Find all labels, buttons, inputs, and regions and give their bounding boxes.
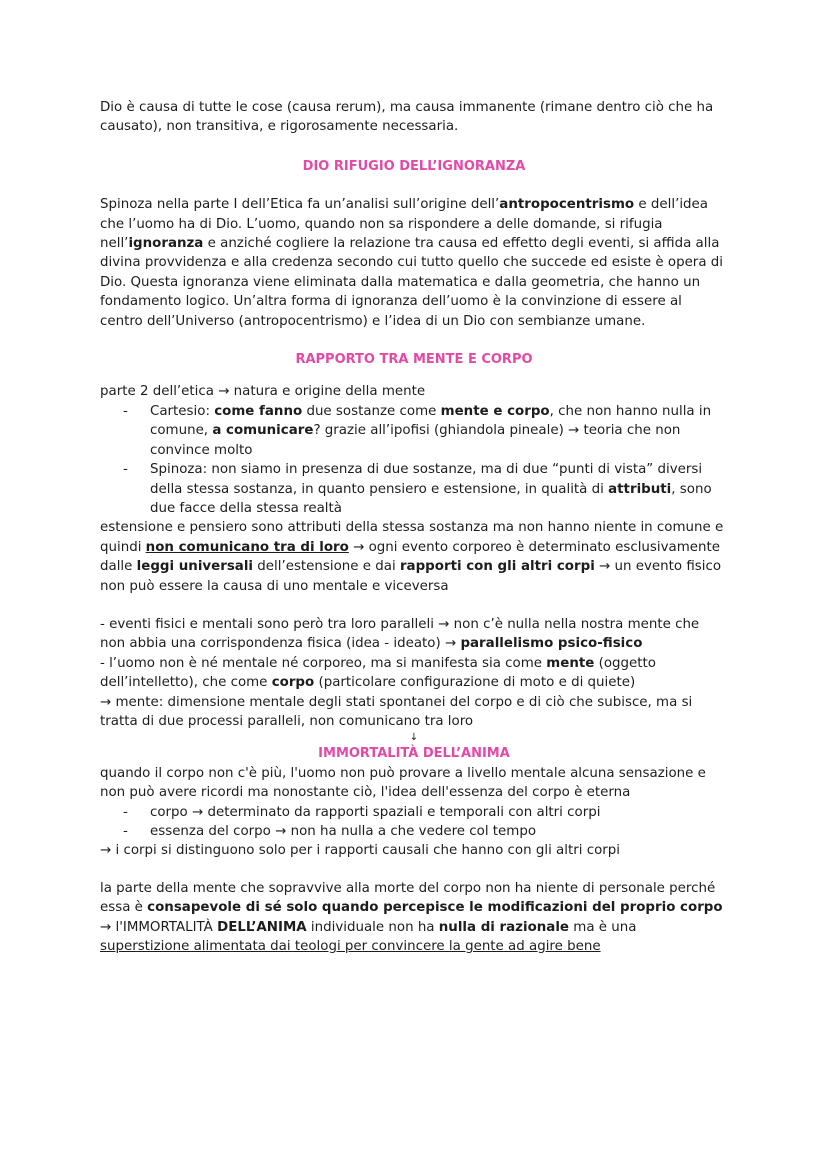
- bold-term: attributi: [608, 481, 672, 497]
- heading-immortalita-anima: IMMORTALITÀ DELL’ANIMA: [318, 746, 510, 762]
- text-run: → l'IMMORTALITÀ: [100, 919, 218, 935]
- text-run: Spinoza: non siamo in presenza di due sostanze, ma di due “punti di vista” diversi della stessa sostanza, in quanto pensiero e estensione, in qualità di: [150, 462, 703, 497]
- text-run: → un evento fisico non può essere la causa di uno mentale e viceversa: [100, 559, 722, 594]
- spacer: [100, 596, 728, 615]
- bold-term: DELL’ANIMA: [217, 919, 307, 935]
- bold-term: antropocentrismo: [499, 197, 635, 213]
- text-run: la parte della mente che sopravvive alla morte del corpo non ha niente di personale perché essa è: [100, 880, 716, 916]
- intro-paragraph: Dio è causa di tutte le cose (causa rerum), ma causa immanente (rimane dentro ciò che ha causato), non transitiva, e rigorosamente necessaria.: [100, 100, 714, 135]
- text-run: e anziché cogliere la relazione tra causa ed effetto degli eventi, si affida alla divina provvidenza e alla credenza secondo cui tutto quello che succede ed esiste è opera di Dio. Questa ignoranza viene eliminata dalla matematica e dalla geometria, che hanno un fondamento logico. Un’altra forma di ignoranza dell’uomo è la convinzione di essere al centro dell’Universo (antropocentrismo) e l’idea di un Dio con sembianze umane.: [100, 236, 723, 329]
- paragraph-ignoranza: [100, 195, 728, 331]
- paragraph-immortalita: [100, 918, 728, 957]
- bold-term: leggi universali: [136, 559, 254, 575]
- bold-term: a comunicare: [212, 423, 314, 439]
- bold-term: mente e corpo: [440, 403, 550, 419]
- text-run: (oggetto dell’intelletto), che come: [100, 655, 656, 691]
- underlined-term: superstizione alimentata dai teologi per convincere la gente ad agire bene: [100, 939, 601, 955]
- text-run: - eventi fisici e mentali sono però tra loro paralleli → non c’è nulla nella nostra mente che non abbia una corrispondenza fisica (idea - ideato) →: [100, 616, 700, 652]
- heading-rapporto-mente-corpo: RAPPORTO TRA MENTE E CORPO: [295, 352, 533, 368]
- bold-term: ignoranza: [128, 236, 204, 252]
- underlined-term: non comunicano tra di loro: [145, 539, 349, 555]
- text-run: due sostanze come: [302, 403, 441, 419]
- list-item-corpo: - corpo → determinato da rapporti spaziali e temporali con altri corpi: [150, 803, 728, 822]
- bold-term: consapevole di sé solo quando percepisce le modificazioni del proprio corpo: [147, 900, 723, 916]
- paragraph-parte-2: parte 2 dell’etica → natura e origine della mente: [100, 384, 426, 400]
- text-run: → ogni evento corporeo è determinato esclusivamente dalle: [100, 539, 721, 575]
- text-run: , sono due facce della stessa realtà: [150, 481, 712, 516]
- bullet-list-mente-corpo: [100, 402, 728, 518]
- list-item-essenza: - essenza del corpo → non ha nulla a che vedere col tempo: [150, 822, 728, 841]
- heading-dio-rifugio: DIO RIFUGIO DELL’IGNORANZA: [302, 158, 526, 174]
- text-run: dell’estensione e dai: [253, 559, 400, 575]
- list-item-cartesio: [150, 402, 728, 460]
- text-run: , che non hanno nulla in comune,: [150, 403, 712, 439]
- paragraph-uomo-mente-corpo: [100, 654, 728, 693]
- text-run: estensione e pensiero sono attributi della stessa sostanza ma non hanno niente in comune e quindi: [100, 520, 724, 555]
- text-run: - l’uomo non è né mentale né corporeo, ma si manifesta sia come: [100, 655, 547, 671]
- text-run: e dell’idea che l’uomo ha di Dio. L’uomo, quando non sa rispondere a delle domande, si rifugia nell’: [100, 197, 708, 252]
- paragraph-parte-mente: [100, 879, 728, 918]
- bold-term: [146, 540, 349, 555]
- bullet-list-corpo: [100, 803, 728, 842]
- text-run: Cartesio:: [150, 403, 215, 419]
- paragraph-corpi-distinguono: → i corpi si distinguono solo per i rapporti causali che hanno con gli altri corpi: [100, 843, 620, 859]
- text-run: ma è una: [569, 919, 637, 935]
- paragraph-eventi-paralleli: [100, 615, 728, 654]
- bold-term: come fanno: [214, 403, 303, 419]
- paragraph-mente-dimensione: → mente: dimensione mentale degli stati spontanei del corpo e di ciò che subisce, ma si tratta di due processi paralleli, non comunicano tra loro: [100, 694, 693, 729]
- bold-term: corpo: [271, 675, 315, 691]
- bold-term: mente: [546, 655, 595, 671]
- bold-term: rapporti con gli altri corpi: [399, 559, 595, 575]
- bold-term: nulla di razionale: [438, 919, 570, 935]
- text-run: individuale non ha: [306, 919, 439, 935]
- paragraph-corpo-non-ce: quando il corpo non c'è più, l'uomo non può provare a livello mentale alcuna sensazione e non può avere ricordi ma nonostante ciò, l'idea dell'essenza del corpo è eterna: [100, 765, 706, 801]
- list-item-spinoza: [150, 460, 728, 518]
- text-run: ? grazie all’ipofisi (ghiandola pineale) → teoria che non convince molto: [150, 423, 681, 458]
- paragraph-estensione-pensiero: [100, 518, 728, 596]
- arrow-down-icon: ↓: [409, 732, 419, 744]
- bold-term: parallelismo psico-fisico: [460, 636, 643, 652]
- text-run: Spinoza nella parte I dell’Etica fa un’analisi sull’origine dell’: [100, 197, 500, 213]
- text-run: (particolare configurazione di moto e di quiete): [314, 675, 636, 691]
- spacer: [100, 861, 728, 879]
